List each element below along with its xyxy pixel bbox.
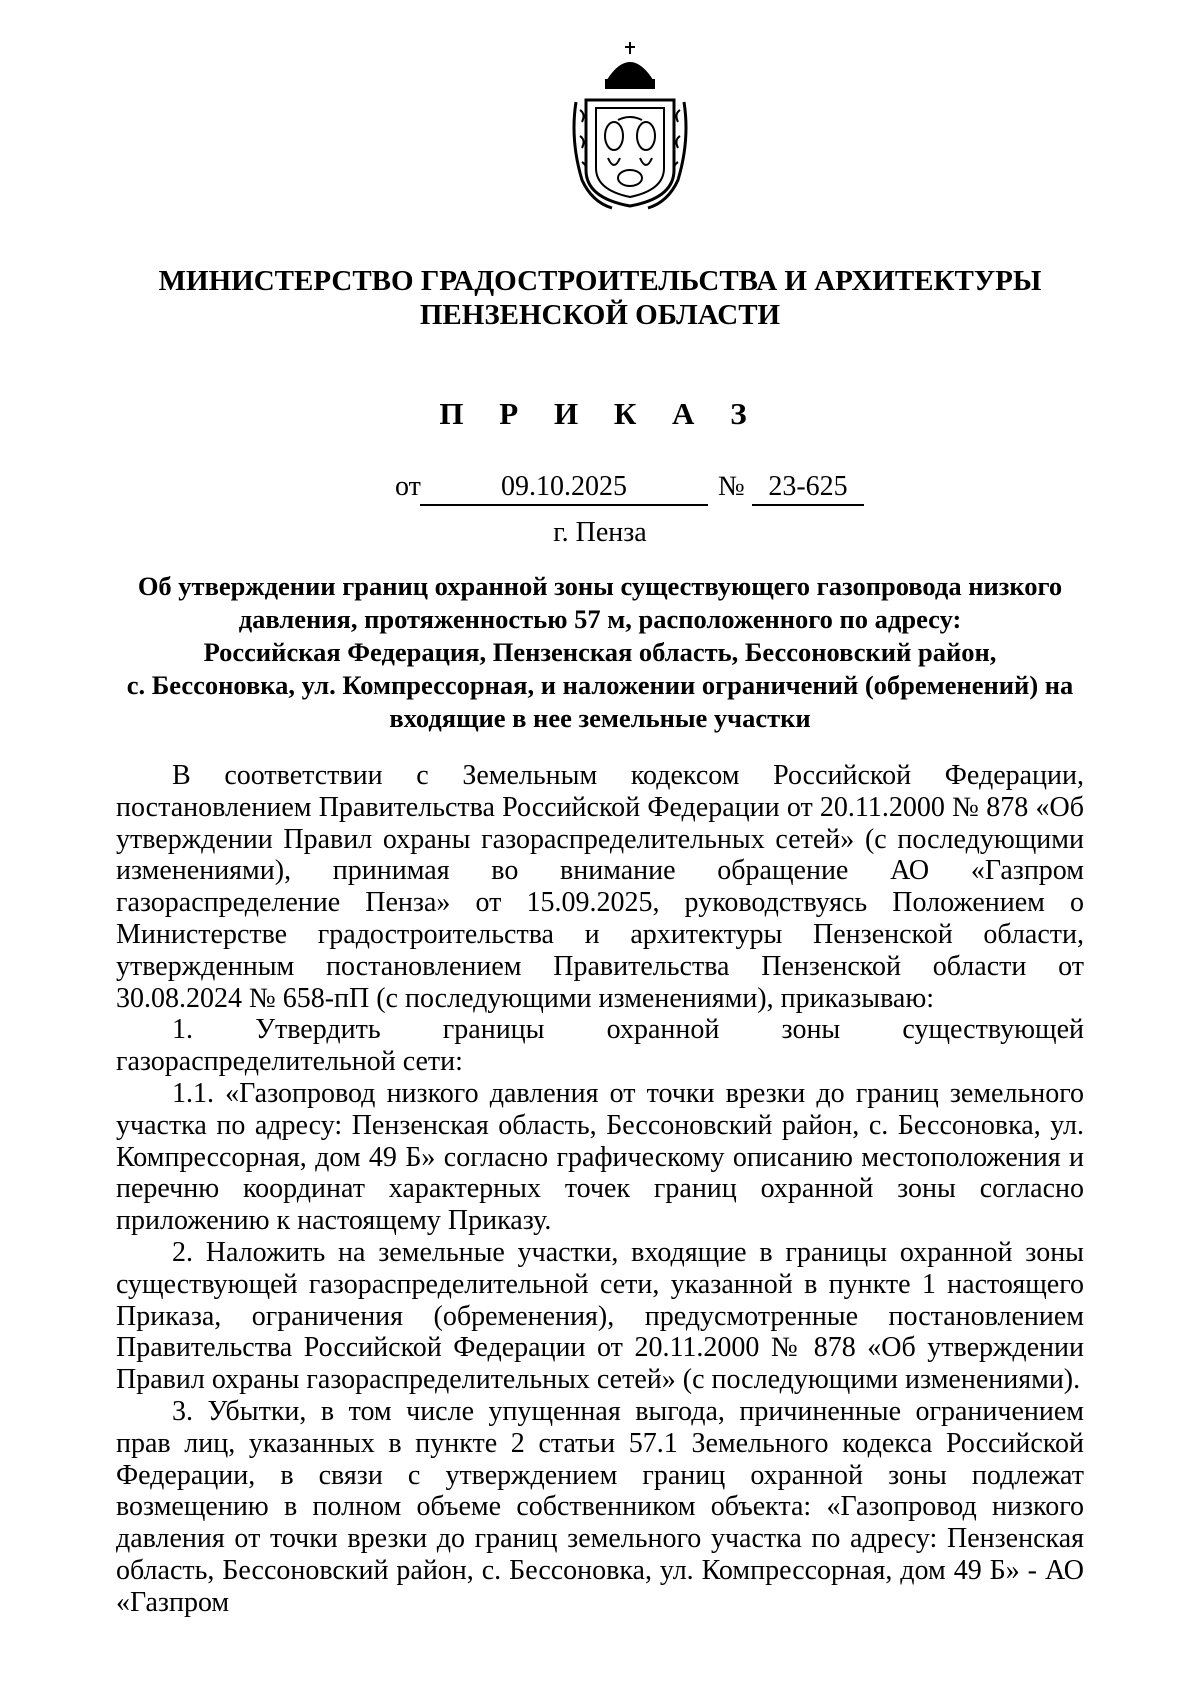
coat-of-arms-emblem <box>568 40 692 210</box>
clause-1-1: 1.1. «Газопровод низкого давления от точки врезки до границ земельного участка по адресу: Пензенская область, Бессоновский район, с. Бессоновка, ул. Компрессорная, дом 49 Б» согласно графическому описанию местоположения и перечню координат характерных точек границ охранной зоны согласно приложению к настоящему Приказу. <box>116 1077 1084 1237</box>
order-title <box>116 570 1084 735</box>
clause-2: 2. Наложить на земельные участки, входящие в границы охранной зоны существующей газораспределительной сети, указанной в пункте 1 настоящего Приказа, ограничения (обременения), предусмотренные постановлением Правительства Российской Федерации от 20.11.2000 № 878 «Об утверждении Правил охраны газораспределительных сетей» (с последующими изменениями). <box>116 1236 1084 1396</box>
order-body <box>116 760 1084 1619</box>
ministry-name-line-1: МИНИСТЕРСТВО ГРАДОСТРОИТЕЛЬСТВА И АРХИТЕКТУРЫ <box>158 265 1042 297</box>
order-date-number-line <box>0 470 1200 510</box>
order-date: 09.10.2025 <box>420 470 708 506</box>
clause-1: 1. Утвердить границы охранной зоны существующей газораспределительной сети: <box>116 1014 1084 1078</box>
order-title-line: Российская Федерация, Пензенская область, Бессоновский район, <box>203 637 997 667</box>
order-title-line: с. Бессоновка, ул. Компрессорная, и наложении ограничений (обременений) на <box>126 670 1074 700</box>
preamble-paragraph: В соответствии с Земельным кодексом Российской Федерации, постановлением Правительства Российской Федерации от 20.11.2000 № 878 «Об утверждении Правил охраны газораспределительных сетей» (с последующими изменениями), принимая во внимание обращение АО «Газпром газораспределение Пенза» от 15.09.2025, руководствуясь Положением о Министерстве градостроительства и архитектуры Пензенской области, утвержденным постановлением Правительства Пензенской области от 30.08.2024 № 658-пП (с последующими изменениями), приказываю: <box>116 760 1084 1014</box>
order-title-line: входящие в нее земельные участки <box>389 703 811 733</box>
document-type-heading: П Р И К А З <box>439 396 761 431</box>
order-number: 23-625 <box>752 470 864 506</box>
order-title-line: Об утверждении границ охранной зоны существующего газопровода низкого <box>137 571 1063 601</box>
clause-3: 3. Убытки, в том числе упущенная выгода, причиненные ограничением прав лиц, указанных в пункте 2 статьи 57.1 Земельного кодекса Российской Федерации, в связи с утверждением границ охранной зоны подлежат возмещению в полном объеме собственником объекта: «Газопровод низкого давления от точки врезки до границ земельного участка по адресу: Пензенская область, Бессоновский район, с. Бессоновка, ул. Компрессорная, дом 49 Б» - АО «Газпром <box>116 1395 1084 1618</box>
ministry-name-line-2: ПЕНЗЕНСКОЙ ОБЛАСТИ <box>419 299 781 331</box>
city-name: г. Пенза <box>553 517 647 548</box>
date-label: от <box>395 471 421 502</box>
order-title-line: давления, протяженностью 57 м, расположенного по адресу: <box>238 604 962 634</box>
number-label: № <box>718 471 745 502</box>
